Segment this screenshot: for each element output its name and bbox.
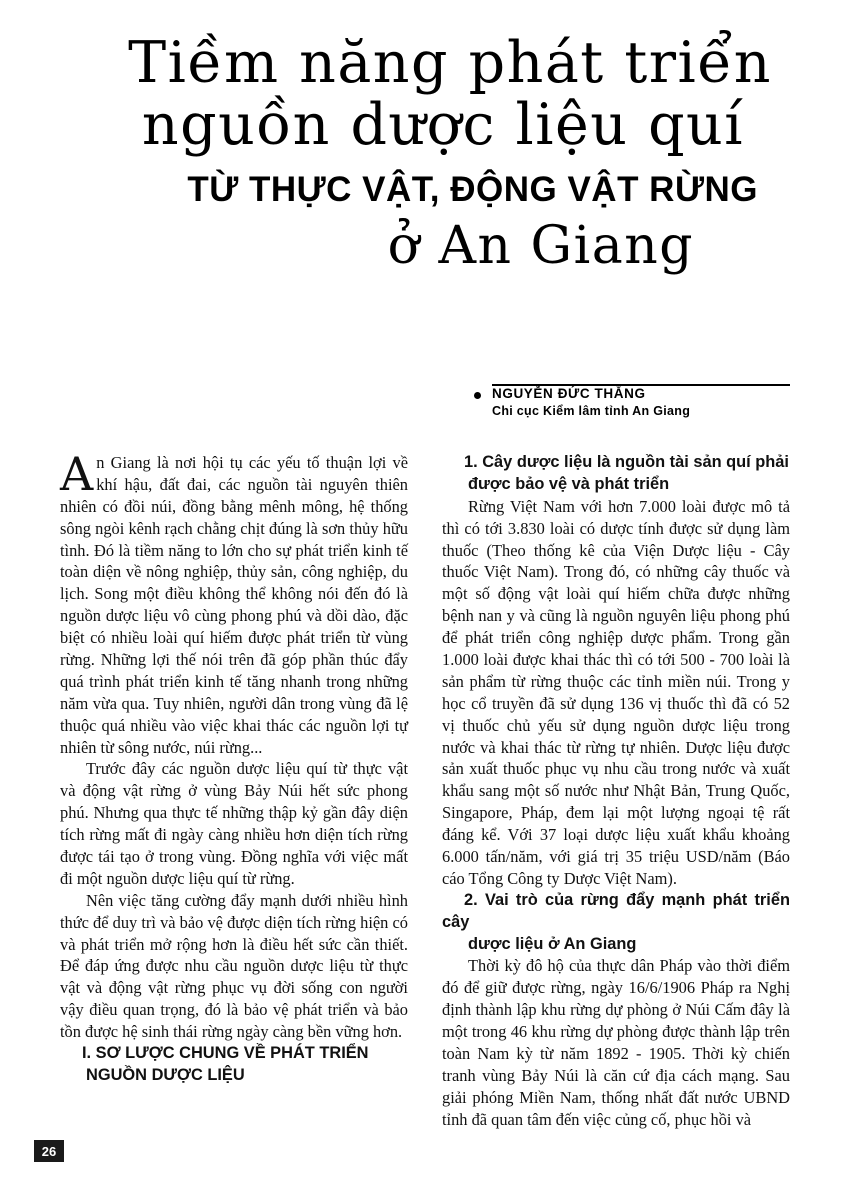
left-section-heading-line-1: I. SƠ LƯỢC CHUNG VỀ PHÁT TRIỂN — [82, 1044, 369, 1063]
right-column — [442, 452, 790, 1131]
author-name: NGUYỄN ĐỨC THẮNG — [492, 386, 646, 401]
left-column — [60, 447, 409, 1131]
bullet-icon — [474, 392, 481, 399]
title-line-4: ở An Giang — [387, 216, 694, 277]
left-paragraph-2: Trước đây các nguồn dược liệu quí từ thực vật và động vật rừng ở vùng Bảy Núi hết sức phong phú. Nhưng qua thực tế những thập kỷ gần đây diện tích rừng mất đi ngày càng nhiều hơn diện tích rừng được tái tạo ở trong vùng. Đồng nghĩa với việc mất đi một nguồn dược liệu quí từ rừng. — [60, 759, 408, 888]
page-number: 26 — [34, 1140, 64, 1162]
title-line-1: Tiềm năng phát triển — [128, 30, 772, 96]
left-paragraph-3 — [60, 890, 408, 1043]
right-paragraph-2: Thời kỳ đô hộ của thực dân Pháp vào thời điểm đó để giữ được rừng, ngày 16/6/1906 Pháp ra Nghị định thành lập khu rừng dự phòng ở Núi Cấm đây là một trong 46 khu rừng dự phòng được thành lập trên toàn Nam kỳ từ năm 1892 - 1905. Thời kỳ chiến tranh vùng Bảy Núi là căn cứ địa cách mạng. Sau giải phóng Miền Nam, thống nhất đất nước UBND tỉnh đã quan tâm đến việc củng cố, phục hồi và — [442, 956, 790, 1129]
right-heading-2-line-1: 2. Vai trò của rừng đẩy mạnh phát triển cây — [442, 890, 790, 931]
right-heading-2-line-2: dược liệu ở An Giang — [468, 934, 637, 953]
drop-cap: A — [60, 447, 94, 501]
right-paragraph-1: Rừng Việt Nam với hơn 7.000 loài được mô tả thì có tới 3.830 loài có dược tính được sử dụng làm thuốc (Theo thống kê của Viện Dược liệu - Cây thuốc Việt Nam). Trong đó, có những cây thuốc và một số động vật loài quí hiếm chữa được những bệnh nan y và cũng là nguồn nguyên liệu phong phú để phát triển công nghiệp dược phẩm. Trong gần 1.000 loài được khai thác thì có tới 500 - 700 loài là sản phẩm từ rừng thuộc các tỉnh miền núi. Trong y học cổ truyền đã sử dụng 136 vị thuốc thì đã có 52 vị thuốc chủ yếu sử dụng nguồn dược liệu trong nước và khai thác từ rừng tự nhiên. Dược liệu được sản xuất thuốc phục vụ nhu cầu trong nước và xuất khẩu sang một số nước như Nhật Bản, Trung Quốc, Singapore, Pháp, đem lại một lượng ngoại tệ rất đáng kể. Với 37 loại dược liệu xuất khẩu khoảng 6.000 tấn/năm, với giá trị 35 triệu USD/năm (Báo cáo Tổng Công ty Dược Việt Nam). — [442, 496, 790, 888]
article-title — [60, 30, 790, 277]
left-paragraph-1-text: n Giang là nơi hội tụ các yếu tố thuận lợi về khí hậu, đất đai, các nguồn tài nguyên thiên nhiên có đồi núi, đồng bằng mênh mông, hệ thống sông ngòi kênh rạch chằng chịt đúng là sơn thủy hữu tình. Đó là tiềm năng to lớn cho sự phát triển kinh tế toàn diện về nông nghiệp, thủy sản, công nghiệp, du lịch. Song một điều không thể không nói đến đó là nguồn dược liệu vô cùng phong phú và dồi dào, đặc biệt có nhiều loài quí hiếm được phát triển từ vùng rừng. Những lợi thế nói trên đã góp phần thúc đẩy quá trình phát triển kinh tế tăng nhanh trong những năm vừa qua. Tuy nhiên, người dân trong vùng đã lệ thuộc quá nhiều vào việc khai thác các nguồn lợi tự nhiên từ sông nước, núi rừng... — [60, 453, 408, 757]
left-paragraph-3-text: Nên việc tăng cường đẩy mạnh dưới nhiều hình thức để duy trì và bảo vệ được diện tích rừng hiện có và phát triển mở rộng hơn là điều hết sức cần thiết. Để đáp ứng được nhu cầu nguồn dược liệu từ thực vật và động vật rừng phục vụ đời sống con người vậy — [60, 890, 408, 1020]
body-columns — [60, 447, 790, 1131]
byline — [470, 386, 790, 418]
left-section-heading-line-2: NGUỒN DƯỢC LIỆU — [86, 1065, 245, 1084]
title-line-3: TỪ THỰC VẬT, ĐỘNG VẬT RỪNG — [187, 170, 758, 210]
left-paragraph-3-italic: điều quan trọng, đó là bảo vệ phát triển và bảo tồn được hệ sinh thái rừng ngày càng bền vững hơn. — [60, 1000, 409, 1042]
left-paragraph-1 — [60, 447, 408, 758]
right-heading-1-line-1: 1. Cây dược liệu là nguồn tài sản quí phải — [464, 453, 789, 471]
title-line-2: nguồn dược liệu quí — [141, 92, 744, 159]
author-affiliation: Chi cục Kiểm lâm tỉnh An Giang — [492, 404, 691, 418]
right-heading-1-line-2: được bảo vệ và phát triển — [468, 474, 670, 493]
